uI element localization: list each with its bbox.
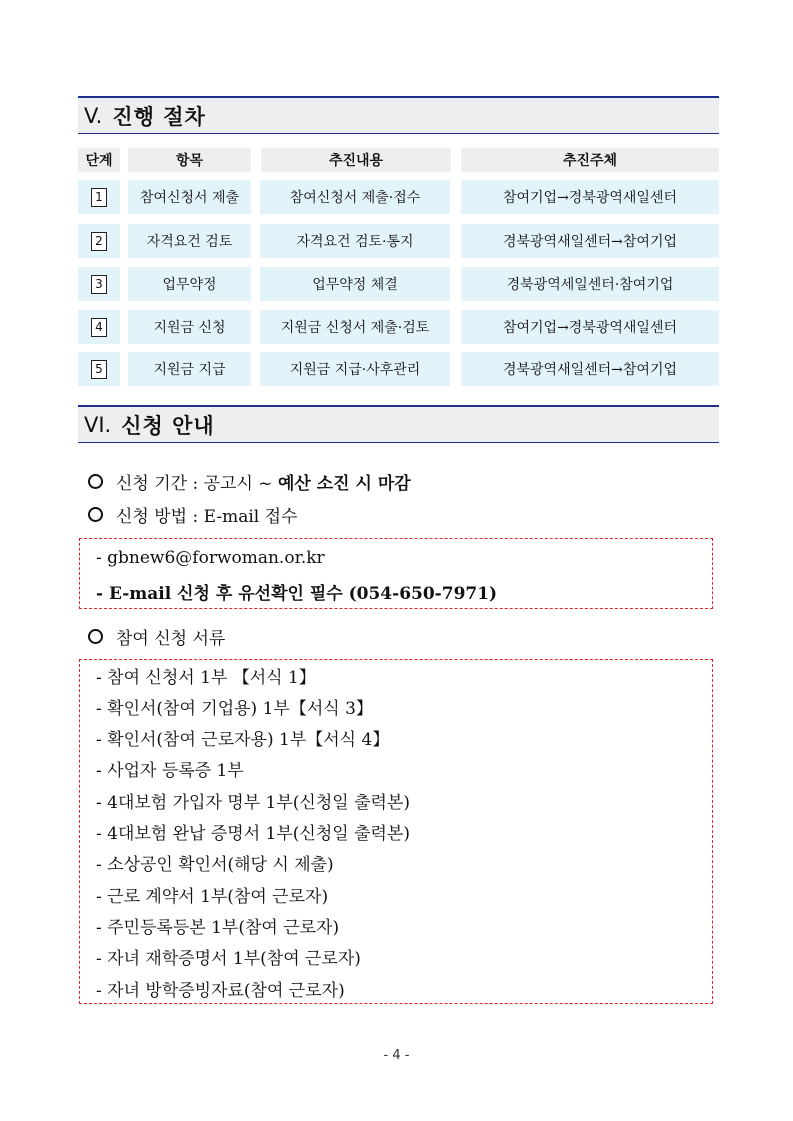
list-item: - 근로 계약서 1부(참여 근로자) — [96, 887, 329, 907]
method-label: 신청 방법 : E-mail 접수 — [116, 507, 298, 527]
circle-bullet-icon — [88, 474, 103, 489]
email-notice: - E-mail 신청 후 유선확인 필수 (054-650-7971) — [96, 584, 498, 604]
actor-cell: 경북광역새일센터→참여기업 — [461, 224, 719, 258]
list-item: - 자녀 재학증명서 1부(참여 근로자) — [96, 949, 361, 969]
table-header-row — [78, 148, 719, 174]
email-info-box — [79, 538, 713, 609]
item-cell: 지원금 신청 — [128, 310, 251, 344]
period-emphasis: 예산 소진 시 마감 — [277, 474, 411, 494]
list-item: - 확인서(참여 근로자용) 1부【서식 4】 — [96, 730, 390, 750]
circle-bullet-icon — [88, 507, 103, 522]
item-cell: 자격요건 검토 — [128, 224, 251, 258]
application-period — [88, 469, 411, 494]
table-row — [78, 267, 719, 293]
content-cell: 업무약정 체결 — [260, 267, 450, 301]
header-content: 추진내용 — [261, 148, 451, 172]
step-cell — [78, 180, 120, 214]
step-cell — [78, 267, 120, 301]
section-header-application — [78, 405, 719, 443]
required-documents — [88, 624, 225, 649]
section-header-procedure — [78, 96, 719, 134]
actor-cell: 경북광역세일센터·참여기업 — [461, 267, 719, 301]
table-row — [78, 310, 719, 336]
step-cell — [78, 224, 120, 258]
section-title: 진행 절차 — [112, 104, 206, 129]
list-item: - 주민등록등본 1부(참여 근로자) — [96, 918, 340, 938]
documents-list-box — [79, 659, 713, 1004]
header-item: 항목 — [128, 148, 251, 172]
content-cell: 자격요건 검토·통지 — [260, 224, 450, 258]
step-number: 3 — [91, 275, 107, 294]
header-actor: 추진주체 — [461, 148, 719, 172]
actor-cell: 경북광역새일센터→참여기업 — [461, 352, 719, 386]
content-cell: 참여신청서 제출·접수 — [260, 180, 450, 214]
actor-cell: 참여기업→경북광역새일센터 — [461, 310, 719, 344]
content-cell: 지원금 신청서 제출·검토 — [260, 310, 450, 344]
step-cell — [78, 352, 120, 386]
list-item: - 소상공인 확인서(해당 시 제출) — [96, 855, 334, 875]
procedure-table — [78, 148, 719, 174]
table-row — [78, 224, 719, 250]
list-item: - 확인서(참여 기업용) 1부【서식 3】 — [96, 699, 373, 719]
page-number: - 4 - — [383, 1048, 410, 1063]
documents-label: 참여 신청 서류 — [116, 629, 226, 649]
application-method — [88, 502, 297, 527]
list-item: - 자녀 방학증빙자료(참여 근로자) — [96, 981, 345, 1001]
table-row — [78, 180, 719, 206]
section-number: V. — [84, 103, 103, 128]
step-number: 1 — [91, 188, 107, 207]
email-address: - gbnew6@forwoman.or.kr — [96, 548, 325, 568]
step-number: 2 — [91, 232, 107, 251]
item-cell: 참여신청서 제출 — [128, 180, 251, 214]
period-label: 신청 기간 : 공고시 ~ — [116, 474, 278, 494]
section-title: 신청 안내 — [121, 413, 215, 438]
step-cell — [78, 310, 120, 344]
header-step: 단계 — [78, 148, 120, 172]
list-item: - 4대보험 가입자 명부 1부(신청일 출력본) — [96, 793, 410, 813]
table-row — [78, 352, 719, 378]
section-number: VI. — [84, 412, 112, 437]
list-item: - 4대보험 완납 증명서 1부(신청일 출력본) — [96, 824, 410, 844]
circle-bullet-icon — [88, 629, 103, 644]
item-cell: 지원금 지급 — [128, 352, 251, 386]
list-item: - 참여 신청서 1부 【서식 1】 — [96, 668, 316, 688]
content-cell: 지원금 지급·사후관리 — [260, 352, 450, 386]
list-item: - 사업자 등록증 1부 — [96, 761, 244, 781]
step-number: 4 — [91, 318, 107, 337]
actor-cell: 참여기업→경북광역새일센터 — [461, 180, 719, 214]
step-number: 5 — [91, 360, 107, 379]
item-cell: 업무약정 — [128, 267, 251, 301]
